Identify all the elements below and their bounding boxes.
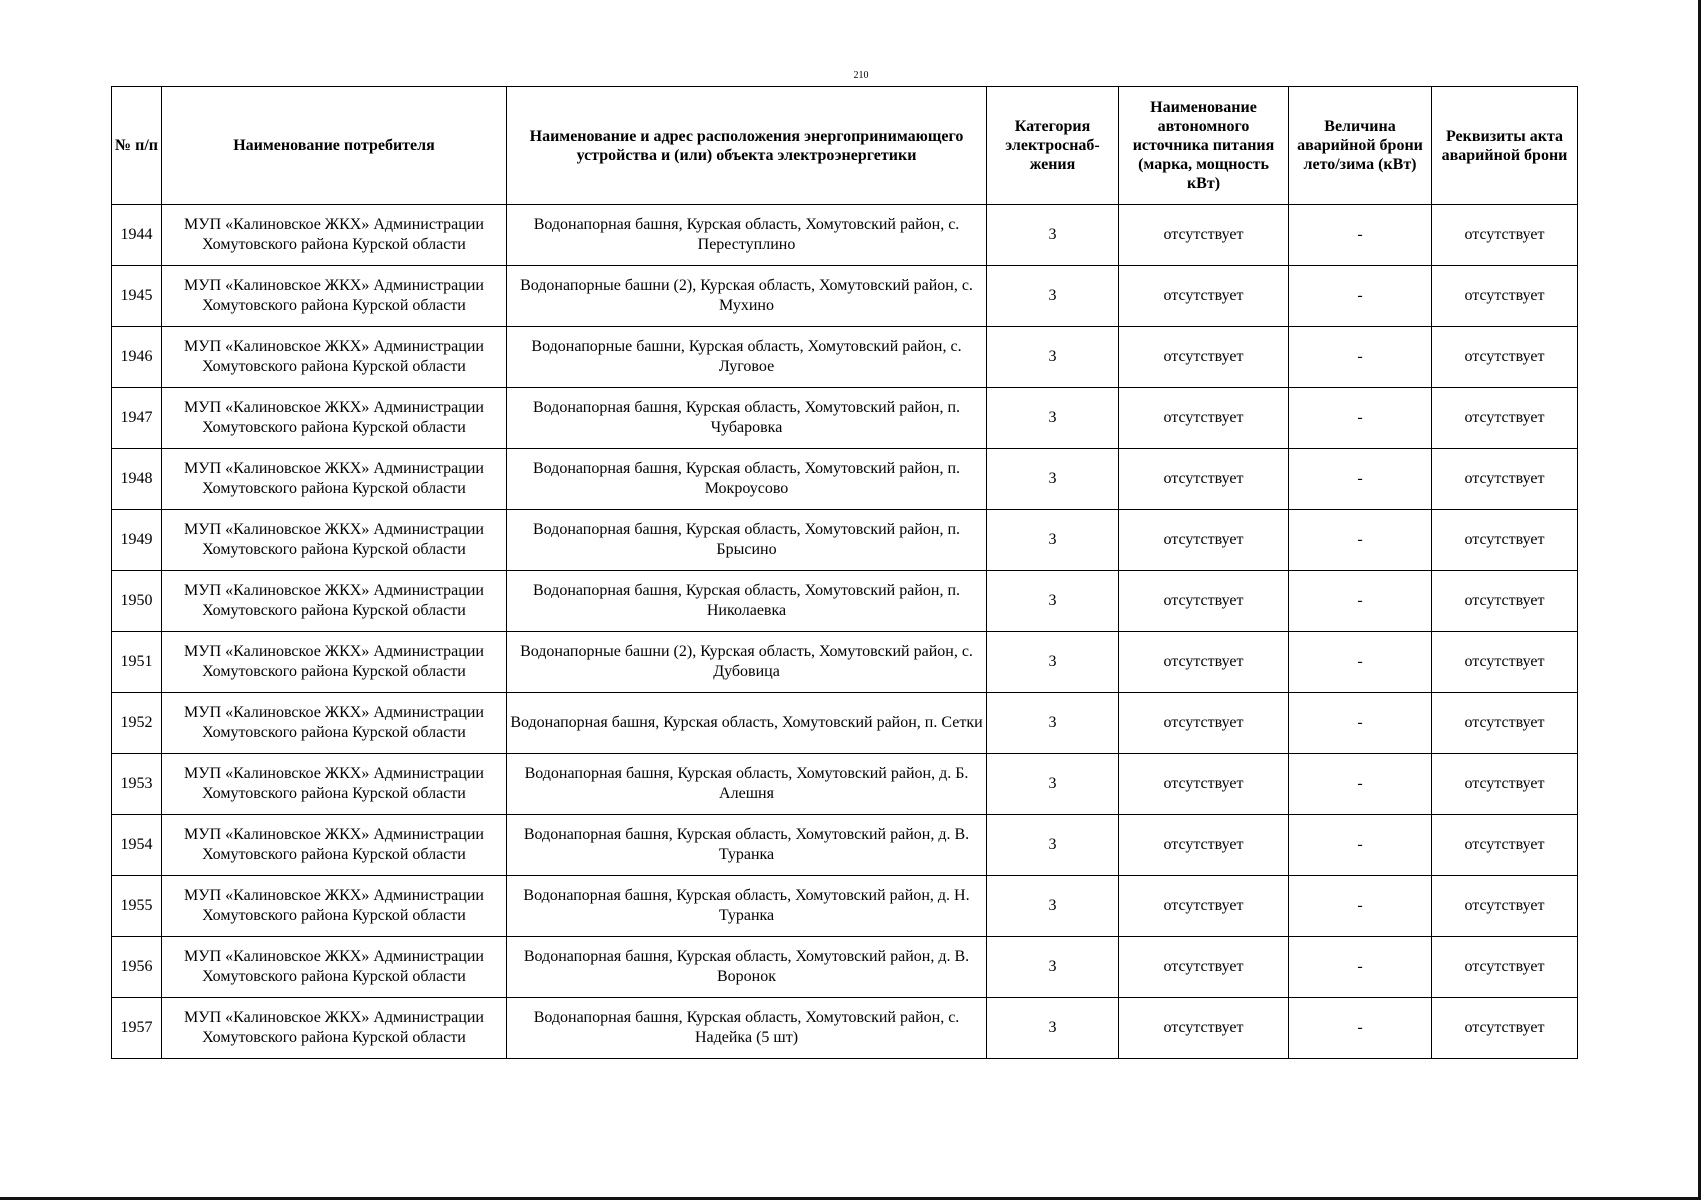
cell-reserve: -	[1289, 876, 1432, 937]
cell-reserve: -	[1289, 388, 1432, 449]
table-row	[112, 937, 1578, 998]
table-row	[112, 693, 1578, 754]
cell-object: Водонапорная башня, Курская область, Хомутовский район, д. В. Воронок	[507, 937, 987, 998]
cell-consumer: МУП «Калиновское ЖКХ» Администрации Хомутовского района Курской области	[162, 998, 507, 1059]
cell-reserve: -	[1289, 815, 1432, 876]
cell-category: 3	[987, 876, 1119, 937]
cell-reserve: -	[1289, 937, 1432, 998]
cell-object: Водонапорная башня, Курская область, Хомутовский район, д. Б. Алешня	[507, 754, 987, 815]
cell-category: 3	[987, 754, 1119, 815]
cell-category: 3	[987, 388, 1119, 449]
cell-category: 3	[987, 998, 1119, 1059]
cell-power-source: отсутствует	[1119, 815, 1289, 876]
cell-act: отсутствует	[1432, 876, 1578, 937]
cell-act: отсутствует	[1432, 327, 1578, 388]
cell-act: отсутствует	[1432, 205, 1578, 266]
cell-object: Водонапорная башня, Курская область, Хомутовский район, с. Надейка (5 шт)	[507, 998, 987, 1059]
cell-act: отсутствует	[1432, 754, 1578, 815]
header-act: Реквизиты акта аварийной брони	[1432, 87, 1578, 205]
cell-act: отсутствует	[1432, 632, 1578, 693]
header-power-source: Наименование автономного источника питания (марка, мощность кВт)	[1119, 87, 1289, 205]
cell-number: 1957	[112, 998, 162, 1059]
cell-number: 1955	[112, 876, 162, 937]
table-header-row	[112, 87, 1578, 205]
cell-category: 3	[987, 510, 1119, 571]
cell-consumer: МУП «Калиновское ЖКХ» Администрации Хомутовского района Курской области	[162, 205, 507, 266]
cell-consumer: МУП «Калиновское ЖКХ» Администрации Хомутовского района Курской области	[162, 754, 507, 815]
cell-object: Водонапорные башни (2), Курская область, Хомутовский район, с. Мухино	[507, 266, 987, 327]
cell-consumer: МУП «Калиновское ЖКХ» Администрации Хомутовского района Курской области	[162, 266, 507, 327]
cell-reserve: -	[1289, 449, 1432, 510]
emergency-reserve-table	[111, 86, 1578, 1059]
cell-reserve: -	[1289, 693, 1432, 754]
cell-reserve: -	[1289, 205, 1432, 266]
header-object: Наименование и адрес расположения энергопринимающего устройства и (или) объекта электроэнергетики	[507, 87, 987, 205]
table-row	[112, 510, 1578, 571]
cell-object: Водонапорная башня, Курская область, Хомутовский район, с. Переступлино	[507, 205, 987, 266]
cell-number: 1949	[112, 510, 162, 571]
cell-number: 1953	[112, 754, 162, 815]
cell-act: отсутствует	[1432, 449, 1578, 510]
cell-power-source: отсутствует	[1119, 998, 1289, 1059]
header-consumer: Наименование потребителя	[162, 87, 507, 205]
table-row	[112, 632, 1578, 693]
cell-object: Водонапорная башня, Курская область, Хомутовский район, п. Чубаровка	[507, 388, 987, 449]
cell-act: отсутствует	[1432, 510, 1578, 571]
cell-category: 3	[987, 449, 1119, 510]
cell-number: 1945	[112, 266, 162, 327]
cell-consumer: МУП «Калиновское ЖКХ» Администрации Хомутовского района Курской области	[162, 937, 507, 998]
cell-category: 3	[987, 327, 1119, 388]
cell-category: 3	[987, 266, 1119, 327]
cell-act: отсутствует	[1432, 998, 1578, 1059]
cell-power-source: отсутствует	[1119, 937, 1289, 998]
cell-number: 1946	[112, 327, 162, 388]
header-reserve: Величина аварийной брони лето/зима (кВт)	[1289, 87, 1432, 205]
cell-consumer: МУП «Калиновское ЖКХ» Администрации Хомутовского района Курской области	[162, 632, 507, 693]
cell-act: отсутствует	[1432, 937, 1578, 998]
cell-reserve: -	[1289, 327, 1432, 388]
cell-object: Водонапорная башня, Курская область, Хомутовский район, п. Мокроусово	[507, 449, 987, 510]
cell-consumer: МУП «Калиновское ЖКХ» Администрации Хомутовского района Курской области	[162, 449, 507, 510]
cell-consumer: МУП «Калиновское ЖКХ» Администрации Хомутовского района Курской области	[162, 327, 507, 388]
table-row	[112, 449, 1578, 510]
cell-power-source: отсутствует	[1119, 571, 1289, 632]
cell-act: отсутствует	[1432, 388, 1578, 449]
cell-object: Водонапорная башня, Курская область, Хомутовский район, д. Н. Туранка	[507, 876, 987, 937]
cell-number: 1944	[112, 205, 162, 266]
table-row	[112, 571, 1578, 632]
cell-category: 3	[987, 632, 1119, 693]
cell-act: отсутствует	[1432, 815, 1578, 876]
cell-power-source: отсутствует	[1119, 632, 1289, 693]
cell-power-source: отсутствует	[1119, 510, 1289, 571]
table-row	[112, 815, 1578, 876]
cell-reserve: -	[1289, 266, 1432, 327]
header-category: Категория электроснаб-жения	[987, 87, 1119, 205]
table-row	[112, 327, 1578, 388]
cell-category: 3	[987, 815, 1119, 876]
cell-category: 3	[987, 571, 1119, 632]
cell-consumer: МУП «Калиновское ЖКХ» Администрации Хомутовского района Курской области	[162, 388, 507, 449]
cell-object: Водонапорные башни (2), Курская область, Хомутовский район, с. Дубовица	[507, 632, 987, 693]
header-number: № п/п	[112, 87, 162, 205]
table-row	[112, 205, 1578, 266]
cell-power-source: отсутствует	[1119, 449, 1289, 510]
cell-number: 1952	[112, 693, 162, 754]
cell-object: Водонапорная башня, Курская область, Хомутовский район, п. Сетки	[507, 693, 987, 754]
cell-power-source: отсутствует	[1119, 205, 1289, 266]
cell-act: отсутствует	[1432, 693, 1578, 754]
cell-object: Водонапорная башня, Курская область, Хомутовский район, п. Брысино	[507, 510, 987, 571]
table-body	[112, 205, 1578, 1059]
table-row	[112, 876, 1578, 937]
table-row	[112, 754, 1578, 815]
cell-power-source: отсутствует	[1119, 754, 1289, 815]
cell-number: 1956	[112, 937, 162, 998]
cell-reserve: -	[1289, 754, 1432, 815]
cell-reserve: -	[1289, 998, 1432, 1059]
cell-power-source: отсутствует	[1119, 388, 1289, 449]
cell-reserve: -	[1289, 510, 1432, 571]
cell-category: 3	[987, 693, 1119, 754]
cell-object: Водонапорные башни, Курская область, Хомутовский район, с. Луговое	[507, 327, 987, 388]
cell-number: 1947	[112, 388, 162, 449]
cell-consumer: МУП «Калиновское ЖКХ» Администрации Хомутовского района Курской области	[162, 815, 507, 876]
cell-reserve: -	[1289, 571, 1432, 632]
cell-consumer: МУП «Калиновское ЖКХ» Администрации Хомутовского района Курской области	[162, 510, 507, 571]
cell-power-source: отсутствует	[1119, 266, 1289, 327]
cell-act: отсутствует	[1432, 266, 1578, 327]
cell-power-source: отсутствует	[1119, 876, 1289, 937]
page-number: 210	[853, 70, 869, 81]
cell-number: 1948	[112, 449, 162, 510]
cell-consumer: МУП «Калиновское ЖКХ» Администрации Хомутовского района Курской области	[162, 876, 507, 937]
cell-act: отсутствует	[1432, 571, 1578, 632]
cell-power-source: отсутствует	[1119, 327, 1289, 388]
cell-category: 3	[987, 205, 1119, 266]
cell-number: 1954	[112, 815, 162, 876]
cell-category: 3	[987, 937, 1119, 998]
cell-reserve: -	[1289, 632, 1432, 693]
cell-power-source: отсутствует	[1119, 693, 1289, 754]
table-row	[112, 388, 1578, 449]
cell-object: Водонапорная башня, Курская область, Хомутовский район, п. Николаевка	[507, 571, 987, 632]
cell-consumer: МУП «Калиновское ЖКХ» Администрации Хомутовского района Курской области	[162, 693, 507, 754]
cell-number: 1950	[112, 571, 162, 632]
cell-object: Водонапорная башня, Курская область, Хомутовский район, д. В. Туранка	[507, 815, 987, 876]
table-row	[112, 266, 1578, 327]
cell-consumer: МУП «Калиновское ЖКХ» Администрации Хомутовского района Курской области	[162, 571, 507, 632]
table-row	[112, 998, 1578, 1059]
cell-number: 1951	[112, 632, 162, 693]
